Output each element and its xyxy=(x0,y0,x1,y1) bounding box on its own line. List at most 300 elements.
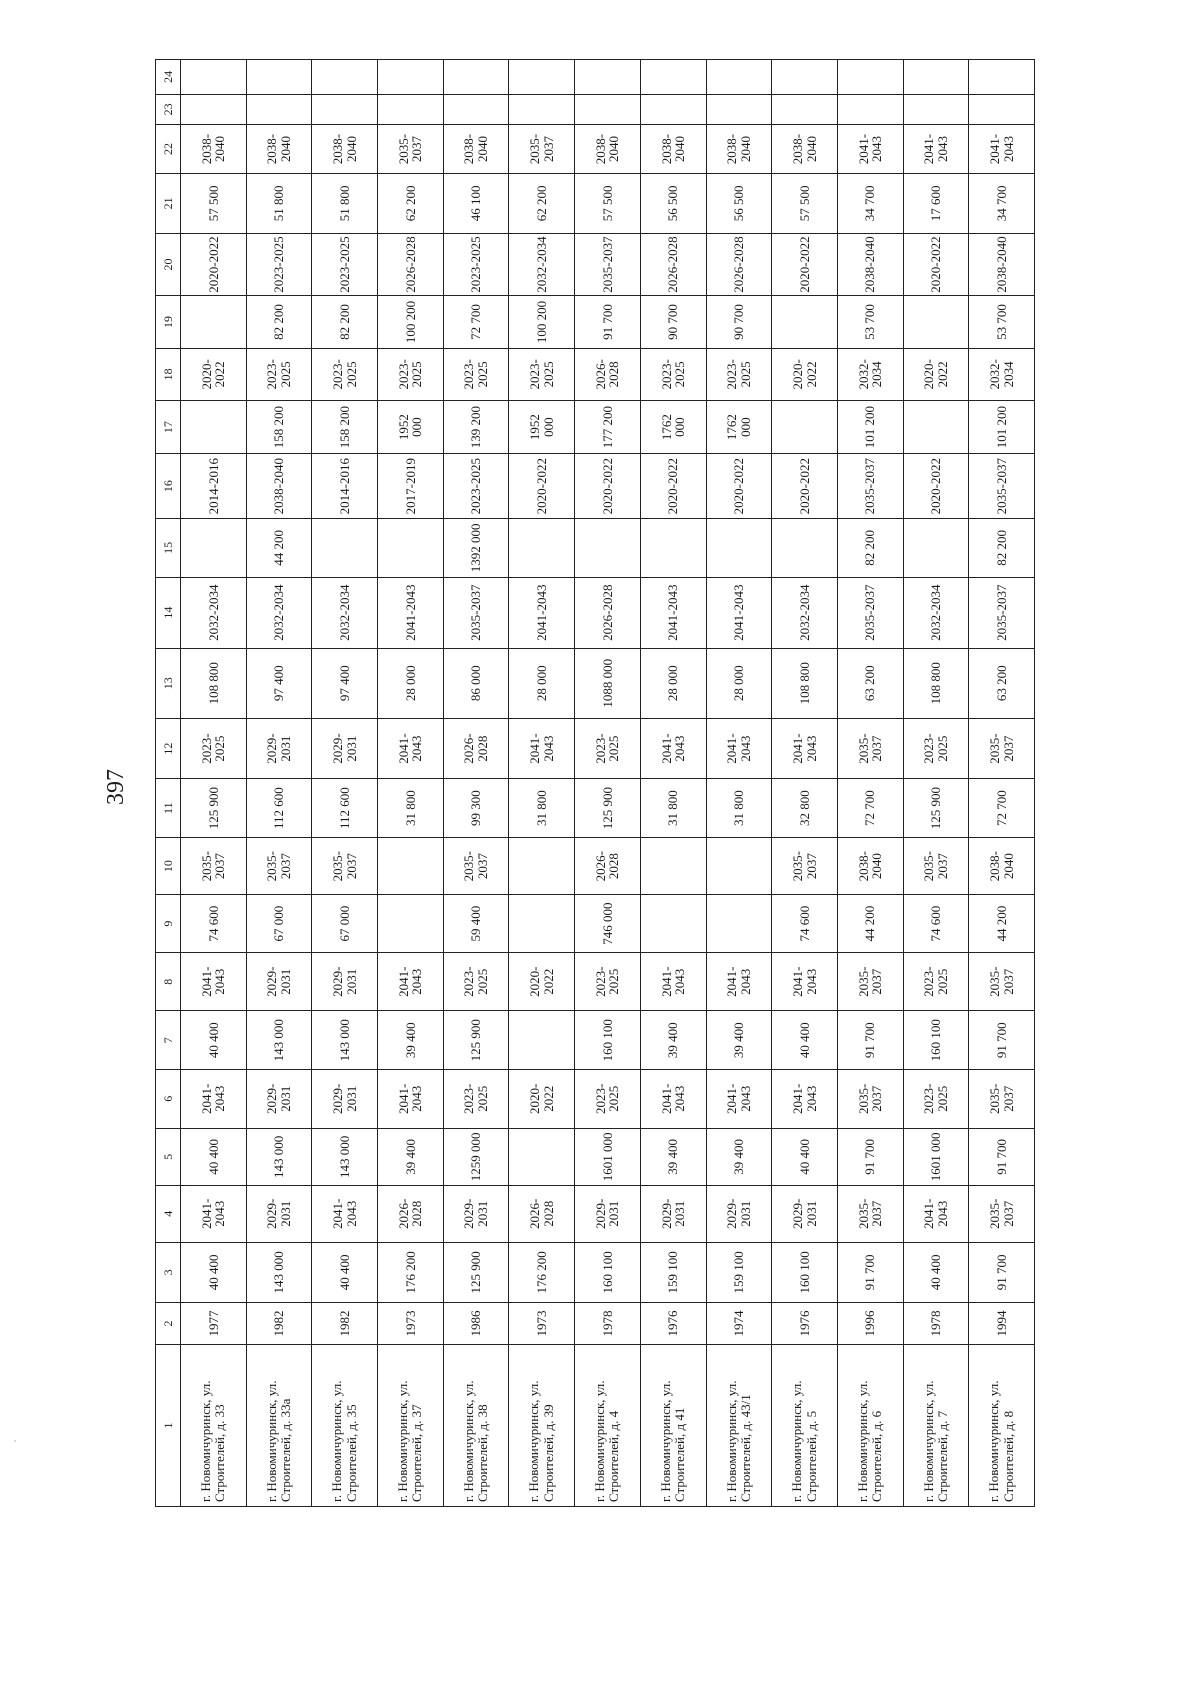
table-cell: 74 600 xyxy=(903,895,969,953)
table-row xyxy=(706,60,772,1507)
table-cell: 2023-2025 xyxy=(246,348,312,400)
column-number: 6 xyxy=(156,1070,181,1129)
table-cell: 53 700 xyxy=(969,296,1035,348)
table-cell xyxy=(575,94,641,124)
table-cell xyxy=(443,60,509,95)
table-cell: 2035-2037 xyxy=(969,1070,1035,1129)
table-cell: 2020-2022 xyxy=(772,348,838,400)
table-cell: 2035-2037 xyxy=(246,837,312,895)
table-cell: 1392 000 xyxy=(443,519,509,578)
table-cell: 40 400 xyxy=(903,1242,969,1303)
table-cell xyxy=(509,1011,575,1070)
table-cell: 82 200 xyxy=(969,519,1035,578)
table-cell: 63 200 xyxy=(969,648,1035,718)
table-cell: 2020-2022 xyxy=(772,233,838,296)
table-cell: 2020-2022 xyxy=(903,348,969,400)
table-row xyxy=(378,60,444,1507)
column-number: 4 xyxy=(156,1186,181,1242)
table-cell: 72 700 xyxy=(443,296,509,348)
table-cell: 125 900 xyxy=(181,779,247,838)
table-cell xyxy=(969,60,1035,95)
column-number: 14 xyxy=(156,577,181,648)
table-cell: 2041-2043 xyxy=(706,577,772,648)
table-cell: 2029-2031 xyxy=(706,1186,772,1242)
table-cell: 67 000 xyxy=(246,895,312,953)
table-cell: 125 900 xyxy=(443,1242,509,1303)
table-cell: 2032-2034 xyxy=(969,348,1035,400)
column-number: 8 xyxy=(156,952,181,1011)
table-cell xyxy=(640,895,706,953)
table-cell: 2026-2028 xyxy=(575,837,641,895)
table-cell: 2038-2040 xyxy=(837,837,903,895)
table-cell: 2023-2025 xyxy=(443,454,509,519)
table-cell: 2041-2043 xyxy=(509,577,575,648)
table-cell: 2029-2031 xyxy=(246,952,312,1011)
table-cell: 56 500 xyxy=(640,174,706,234)
table-cell: 2032-2034 xyxy=(837,348,903,400)
address-cell: г. Новомичуринск, ул. Строителей, д. 35 xyxy=(312,1344,378,1506)
table-cell: 74 600 xyxy=(772,895,838,953)
table-cell: 51 800 xyxy=(312,174,378,234)
table-cell xyxy=(903,400,969,453)
column-number: 22 xyxy=(156,124,181,173)
table-cell: 2026-2028 xyxy=(575,348,641,400)
table-cell xyxy=(181,94,247,124)
build-year-cell: 1996 xyxy=(837,1303,903,1345)
table-cell: 2035-2037 xyxy=(837,1186,903,1242)
table-cell: 2041-2043 xyxy=(181,1070,247,1129)
table-cell xyxy=(837,60,903,95)
table-cell xyxy=(772,60,838,95)
table-cell: 2041-2043 xyxy=(903,1186,969,1242)
table-cell: 2041-2043 xyxy=(837,124,903,173)
table-cell: 2035-2037 xyxy=(903,837,969,895)
build-year-cell: 1973 xyxy=(378,1303,444,1345)
column-number: 12 xyxy=(156,718,181,779)
table-cell: 44 200 xyxy=(837,895,903,953)
table-cell: 2026-2028 xyxy=(378,1186,444,1242)
table-row xyxy=(772,60,838,1507)
table-cell xyxy=(640,519,706,578)
table-cell xyxy=(772,296,838,348)
table-cell: 2038-2040 xyxy=(246,124,312,173)
column-number: 11 xyxy=(156,779,181,838)
table-cell: 2029-2031 xyxy=(443,1186,509,1242)
table-cell: 31 800 xyxy=(378,779,444,838)
table-cell: 2023-2025 xyxy=(903,1070,969,1129)
table-cell: 2035-2037 xyxy=(837,718,903,779)
table-cell xyxy=(181,60,247,95)
table-cell: 72 700 xyxy=(969,779,1035,838)
table-cell: 91 700 xyxy=(837,1128,903,1186)
table-cell: 2035-2037 xyxy=(443,837,509,895)
table-cell: 63 200 xyxy=(837,648,903,718)
table-cell xyxy=(378,60,444,95)
table-cell: 2026-2028 xyxy=(443,718,509,779)
table-cell xyxy=(706,519,772,578)
table-cell: 159 100 xyxy=(706,1242,772,1303)
table-cell: 2041-2043 xyxy=(640,577,706,648)
table-cell: 67 000 xyxy=(312,895,378,953)
table-cell: 2041-2043 xyxy=(772,718,838,779)
table-cell: 17 600 xyxy=(903,174,969,234)
table-cell: 51 800 xyxy=(246,174,312,234)
build-year-cell: 1986 xyxy=(443,1303,509,1345)
table-cell: 28 000 xyxy=(509,648,575,718)
address-cell: г. Новомичуринск, ул. Строителей, д. 43/1 xyxy=(706,1344,772,1506)
table-cell: 31 800 xyxy=(509,779,575,838)
table-cell xyxy=(378,94,444,124)
table-cell: 2041-2043 xyxy=(903,124,969,173)
column-number: 17 xyxy=(156,400,181,453)
table-cell: 1259 000 xyxy=(443,1128,509,1186)
table-cell: 112 600 xyxy=(246,779,312,838)
table-cell: 2035-2037 xyxy=(837,1070,903,1129)
table-row xyxy=(640,60,706,1507)
table-cell: 28 000 xyxy=(378,648,444,718)
table-cell: 91 700 xyxy=(969,1242,1035,1303)
table-cell: 100 200 xyxy=(378,296,444,348)
table-cell: 2035-2037 xyxy=(969,454,1035,519)
table-cell: 2029-2031 xyxy=(772,1186,838,1242)
table-cell: 2026-2028 xyxy=(509,1186,575,1242)
table-cell: 39 400 xyxy=(378,1011,444,1070)
table-cell xyxy=(312,519,378,578)
table-cell: 2023-2025 xyxy=(443,952,509,1011)
address-cell: г. Новомичуринск, ул. Строителей, д. 4 xyxy=(575,1344,641,1506)
table-cell xyxy=(378,519,444,578)
column-number: 21 xyxy=(156,174,181,234)
scan-speck xyxy=(190,1190,191,1191)
table-cell: 160 100 xyxy=(903,1011,969,1070)
table-cell: 2035-2037 xyxy=(969,952,1035,1011)
table-cell: 112 600 xyxy=(312,779,378,838)
capital-repair-schedule-table xyxy=(155,59,1035,1507)
table-cell xyxy=(706,895,772,953)
table-cell: 1952 000 xyxy=(509,400,575,453)
table-cell: 2029-2031 xyxy=(312,1070,378,1129)
table-cell: 2038-2040 xyxy=(575,124,641,173)
table-cell: 86 000 xyxy=(443,648,509,718)
table-cell: 101 200 xyxy=(837,400,903,453)
table-cell xyxy=(706,60,772,95)
table-cell: 2023-2025 xyxy=(246,233,312,296)
table-cell: 2020-2022 xyxy=(575,454,641,519)
table-cell: 2014-2016 xyxy=(181,454,247,519)
table-cell xyxy=(706,94,772,124)
table-cell: 2023-2025 xyxy=(443,348,509,400)
table-cell: 40 400 xyxy=(772,1011,838,1070)
column-number: 23 xyxy=(156,94,181,124)
table-cell: 82 200 xyxy=(837,519,903,578)
table-cell: 2041-2043 xyxy=(378,577,444,648)
table-cell xyxy=(509,519,575,578)
column-number: 1 xyxy=(156,1344,181,1506)
address-cell: г. Новомичуринск, ул. Строителей, д 41 xyxy=(640,1344,706,1506)
table-row xyxy=(181,60,247,1507)
build-year-cell: 1994 xyxy=(969,1303,1035,1345)
table-cell: 158 200 xyxy=(246,400,312,453)
build-year-cell: 1976 xyxy=(772,1303,838,1345)
table-cell: 44 200 xyxy=(246,519,312,578)
table-cell: 1088 000 xyxy=(575,648,641,718)
table-cell: 57 500 xyxy=(772,174,838,234)
table-cell xyxy=(772,94,838,124)
table-cell: 2023-2025 xyxy=(378,348,444,400)
table-cell: 177 200 xyxy=(575,400,641,453)
table-cell: 56 500 xyxy=(706,174,772,234)
table-cell: 40 400 xyxy=(312,1242,378,1303)
table-cell: 40 400 xyxy=(181,1242,247,1303)
table-cell: 2026-2028 xyxy=(640,233,706,296)
table-cell: 2041-2043 xyxy=(312,1186,378,1242)
table-cell: 2041-2043 xyxy=(706,952,772,1011)
table-cell: 176 200 xyxy=(509,1242,575,1303)
table-row xyxy=(575,60,641,1507)
table-cell: 62 200 xyxy=(509,174,575,234)
table-cell xyxy=(509,94,575,124)
table-cell: 2023-2025 xyxy=(181,718,247,779)
table-cell: 90 700 xyxy=(706,296,772,348)
table-cell xyxy=(443,94,509,124)
build-year-cell: 1978 xyxy=(903,1303,969,1345)
table-cell: 2041-2043 xyxy=(772,952,838,1011)
table-cell xyxy=(640,94,706,124)
table-cell: 39 400 xyxy=(378,1128,444,1186)
table-cell xyxy=(903,296,969,348)
table-cell: 2023-2025 xyxy=(903,718,969,779)
table-cell: 91 700 xyxy=(969,1011,1035,1070)
table-cell: 72 700 xyxy=(837,779,903,838)
table-cell: 143 000 xyxy=(312,1128,378,1186)
table-cell: 2035-2037 xyxy=(969,577,1035,648)
table-row xyxy=(837,60,903,1507)
table-cell: 101 200 xyxy=(969,400,1035,453)
column-number: 20 xyxy=(156,233,181,296)
table-cell: 39 400 xyxy=(706,1128,772,1186)
table-cell xyxy=(837,94,903,124)
table-cell: 2038-2040 xyxy=(837,233,903,296)
table-cell xyxy=(509,837,575,895)
table-cell: 82 200 xyxy=(312,296,378,348)
table-cell: 2023-2025 xyxy=(706,348,772,400)
table-cell: 2029-2031 xyxy=(312,718,378,779)
table-cell: 2035-2037 xyxy=(509,124,575,173)
table-cell: 2041-2043 xyxy=(969,124,1035,173)
table-cell: 40 400 xyxy=(181,1128,247,1186)
table-cell: 2020-2022 xyxy=(706,454,772,519)
table-row xyxy=(903,60,969,1507)
table-cell xyxy=(181,296,247,348)
table-cell: 100 200 xyxy=(509,296,575,348)
table-cell: 2020-2022 xyxy=(181,233,247,296)
table-cell: 2023-2025 xyxy=(575,718,641,779)
table-cell: 143 000 xyxy=(246,1242,312,1303)
table-cell: 97 400 xyxy=(246,648,312,718)
table-cell xyxy=(378,837,444,895)
table-cell: 2035-2037 xyxy=(969,718,1035,779)
table-cell: 2017-2019 xyxy=(378,454,444,519)
table-cell xyxy=(575,60,641,95)
table-cell: 2035-2037 xyxy=(575,233,641,296)
table-cell xyxy=(378,895,444,953)
table-cell: 2041-2043 xyxy=(378,952,444,1011)
table-row xyxy=(443,60,509,1507)
table-cell: 2041-2043 xyxy=(640,952,706,1011)
table-cell: 2032-2034 xyxy=(903,577,969,648)
table-cell: 57 500 xyxy=(575,174,641,234)
table-cell: 2038-2040 xyxy=(969,837,1035,895)
column-number: 13 xyxy=(156,648,181,718)
table-cell: 108 800 xyxy=(181,648,247,718)
table-cell: 28 000 xyxy=(706,648,772,718)
table-cell: 125 900 xyxy=(443,1011,509,1070)
column-number-row xyxy=(156,60,181,1507)
table-cell xyxy=(903,94,969,124)
table-cell: 2029-2031 xyxy=(640,1186,706,1242)
table-row xyxy=(509,60,575,1507)
table-cell: 2035-2037 xyxy=(772,837,838,895)
column-number: 2 xyxy=(156,1303,181,1345)
table-cell: 53 700 xyxy=(837,296,903,348)
table-cell: 74 600 xyxy=(181,895,247,953)
table-cell xyxy=(509,895,575,953)
page-number: 397 xyxy=(103,769,129,805)
table-cell: 62 200 xyxy=(378,174,444,234)
table-cell: 1762 000 xyxy=(640,400,706,453)
table-cell: 2035-2037 xyxy=(837,952,903,1011)
table-cell: 2023-2025 xyxy=(443,233,509,296)
table-cell: 39 400 xyxy=(640,1011,706,1070)
table-cell: 34 700 xyxy=(837,174,903,234)
table-cell: 2020-2022 xyxy=(181,348,247,400)
table-cell: 2020-2022 xyxy=(772,454,838,519)
column-number: 19 xyxy=(156,296,181,348)
table-cell xyxy=(640,60,706,95)
table-cell: 1762 000 xyxy=(706,400,772,453)
table-cell: 2020-2022 xyxy=(640,454,706,519)
table-frame xyxy=(155,59,1035,1507)
table-cell: 158 200 xyxy=(312,400,378,453)
table-cell: 2032-2034 xyxy=(246,577,312,648)
column-number: 18 xyxy=(156,348,181,400)
table-cell: 2038-2040 xyxy=(312,124,378,173)
table-cell: 59 400 xyxy=(443,895,509,953)
address-cell: г. Новомичуринск, ул. Строителей, д. 5 xyxy=(772,1344,838,1506)
table-cell: 2035-2037 xyxy=(837,577,903,648)
table-cell: 39 400 xyxy=(640,1128,706,1186)
table-cell: 143 000 xyxy=(246,1011,312,1070)
table-cell: 44 200 xyxy=(969,895,1035,953)
address-cell: г. Новомичуринск, ул. Строителей, д. 38 xyxy=(443,1344,509,1506)
table-cell: 2020-2022 xyxy=(509,454,575,519)
table-cell: 34 700 xyxy=(969,174,1035,234)
build-year-cell: 1978 xyxy=(575,1303,641,1345)
table-cell: 2032-2034 xyxy=(312,577,378,648)
table-cell: 2041-2043 xyxy=(640,1070,706,1129)
table-cell: 160 100 xyxy=(772,1242,838,1303)
table-cell: 160 100 xyxy=(575,1242,641,1303)
table-cell xyxy=(575,519,641,578)
table-cell: 2041-2043 xyxy=(509,718,575,779)
column-number: 5 xyxy=(156,1128,181,1186)
table-cell: 2029-2031 xyxy=(246,718,312,779)
table-cell: 97 400 xyxy=(312,648,378,718)
table-cell: 2038-2040 xyxy=(706,124,772,173)
table-cell: 746 000 xyxy=(575,895,641,953)
table-cell: 46 100 xyxy=(443,174,509,234)
table-cell: 2035-2037 xyxy=(837,454,903,519)
column-number: 3 xyxy=(156,1242,181,1303)
address-cell: г. Новомичуринск, ул. Строителей, д. 7 xyxy=(903,1344,969,1506)
table-cell: 2032-2034 xyxy=(772,577,838,648)
table-cell: 31 800 xyxy=(706,779,772,838)
table-cell xyxy=(772,519,838,578)
table-cell: 40 400 xyxy=(772,1128,838,1186)
address-cell: г. Новомичуринск, ул. Строителей, д. 6 xyxy=(837,1344,903,1506)
table-cell: 108 800 xyxy=(772,648,838,718)
table-cell: 2041-2043 xyxy=(378,1070,444,1129)
table-cell: 91 700 xyxy=(575,296,641,348)
table-cell: 39 400 xyxy=(706,1011,772,1070)
table-cell: 2041-2043 xyxy=(378,718,444,779)
table-cell: 2035-2037 xyxy=(969,1186,1035,1242)
rotated-table-container xyxy=(155,59,1035,1507)
table-cell: 2029-2031 xyxy=(575,1186,641,1242)
table-cell: 2038-2040 xyxy=(969,233,1035,296)
table-cell xyxy=(246,94,312,124)
table-cell: 2020-2022 xyxy=(509,1070,575,1129)
column-number: 9 xyxy=(156,895,181,953)
table-cell: 2035-2037 xyxy=(181,837,247,895)
build-year-cell: 1982 xyxy=(246,1303,312,1345)
column-number: 10 xyxy=(156,837,181,895)
table-cell: 2041-2043 xyxy=(772,1070,838,1129)
table-cell: 2035-2037 xyxy=(443,577,509,648)
table-cell: 2023-2025 xyxy=(509,348,575,400)
table-cell: 1952 000 xyxy=(378,400,444,453)
table-cell: 143 000 xyxy=(312,1011,378,1070)
table-cell: 2026-2028 xyxy=(706,233,772,296)
table-cell: 2020-2022 xyxy=(509,952,575,1011)
table-cell: 2032-2034 xyxy=(509,233,575,296)
table-cell xyxy=(246,60,312,95)
table-cell: 99 300 xyxy=(443,779,509,838)
table-cell: 90 700 xyxy=(640,296,706,348)
column-number: 7 xyxy=(156,1011,181,1070)
column-number: 15 xyxy=(156,519,181,578)
table-cell xyxy=(969,94,1035,124)
table-cell xyxy=(706,837,772,895)
table-cell: 143 000 xyxy=(246,1128,312,1186)
table-cell xyxy=(640,837,706,895)
address-cell: г. Новомичуринск, ул. Строителей, д. 39 xyxy=(509,1344,575,1506)
build-year-cell: 1974 xyxy=(706,1303,772,1345)
table-cell: 108 800 xyxy=(903,648,969,718)
build-year-cell: 1973 xyxy=(509,1303,575,1345)
table-cell xyxy=(509,1128,575,1186)
address-cell: г. Новомичуринск, ул. Строителей, д. 8 xyxy=(969,1344,1035,1506)
table-cell: 2029-2031 xyxy=(312,952,378,1011)
table-cell: 1601 000 xyxy=(575,1128,641,1186)
table-cell xyxy=(509,60,575,95)
table-cell: 176 200 xyxy=(378,1242,444,1303)
address-cell: г. Новомичуринск, ул. Строителей, д. 37 xyxy=(378,1344,444,1506)
table-cell xyxy=(312,60,378,95)
table-cell xyxy=(312,94,378,124)
table-cell xyxy=(903,60,969,95)
table-cell: 2020-2022 xyxy=(903,454,969,519)
